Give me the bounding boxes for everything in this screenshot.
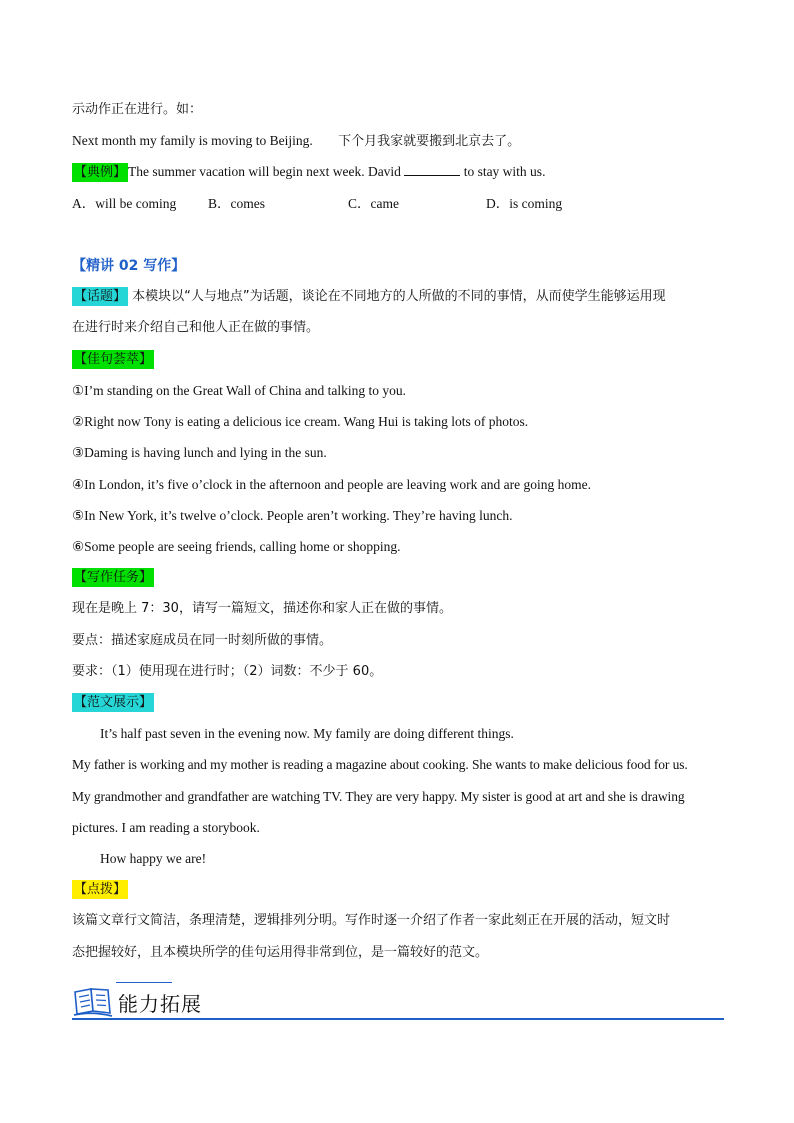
example-sentence bbox=[72, 131, 520, 152]
banner-title: 能力拓展 bbox=[118, 992, 202, 1016]
topic-line-2: 在进行时来介绍自己和他人正在做的事情。 bbox=[72, 320, 320, 335]
sample-paragraph-2a: My father is working and my mother is reading a magazine about cooking. She wants to make delicious food for us. bbox=[72, 757, 688, 772]
sentence-item: ①I’m standing on the Great Wall of China and talking to you. bbox=[72, 383, 406, 398]
answer-options bbox=[72, 194, 562, 214]
sentence-item: ③Daming is having lunch and lying in the sun. bbox=[72, 445, 327, 460]
sample-tag: 【范文展示】 bbox=[74, 695, 153, 710]
task-heading bbox=[72, 568, 154, 588]
book-icon bbox=[72, 984, 114, 1018]
answer-blank bbox=[404, 163, 460, 176]
sentences-tag: 【佳句荟萃】 bbox=[74, 352, 153, 367]
sentence-item: ⑥Some people are seeing friends, calling home or shopping. bbox=[72, 539, 401, 554]
task-line-3: 要求：（1）使用现在进行时；（2）词数：不少于 60。 bbox=[72, 664, 383, 679]
question-text-b: to stay with us. bbox=[463, 164, 546, 179]
banner-bottom-rule bbox=[72, 1018, 724, 1020]
option-d: D．is coming bbox=[486, 196, 563, 211]
example-tag: 【典例】 bbox=[74, 165, 127, 180]
section-banner bbox=[72, 982, 724, 1022]
question-text-a: The summer vacation will begin next week. David bbox=[128, 164, 401, 179]
section-heading: 【精讲 02 写作】 bbox=[72, 258, 186, 274]
topic-line-1 bbox=[72, 287, 666, 307]
sample-paragraph-3: How happy we are! bbox=[100, 851, 207, 866]
task-tag: 【写作任务】 bbox=[74, 570, 153, 585]
topic-tag: 【话题】 bbox=[74, 289, 127, 304]
task-line-2: 要点：描述家庭成员在同一时刻所做的事情。 bbox=[72, 633, 333, 648]
tips-line-2: 态把握较好，且本模块所学的佳句运用得非常到位，是一篇较好的范文。 bbox=[72, 945, 489, 960]
sentence-item: ⑤In New York, it’s twelve o’clock. People aren’t working. They’re having lunch. bbox=[72, 508, 513, 523]
sample-paragraph-1: It’s half past seven in the evening now. My family are doing different things. bbox=[100, 726, 514, 741]
tips-tag: 【点拨】 bbox=[74, 882, 127, 897]
sentence-item: ②Right now Tony is eating a delicious ice cream. Wang Hui is taking lots of photos. bbox=[72, 414, 529, 429]
example-chinese: 下个月我家就要搬到北京去了。 bbox=[338, 134, 521, 149]
tips-line-1: 该篇文章行文简洁，条理清楚，逻辑排列分明。写作时逐一介绍了作者一家此刻正在开展的活动，短文时 bbox=[72, 913, 671, 928]
tips-heading bbox=[72, 880, 128, 900]
topic-text-1: 本模块以“人与地点”为话题，谈论在不同地方的人所做的不同的事情，从而使学生能够运用现 bbox=[128, 289, 666, 304]
example-english: Next month my family is moving to Beijing. bbox=[72, 133, 313, 148]
sentences-heading bbox=[72, 350, 154, 370]
option-b: B．comes bbox=[208, 196, 265, 211]
sample-heading bbox=[72, 693, 154, 713]
sentence-item: ④In London, it’s five o’clock in the afternoon and people are leaving work and are going home. bbox=[72, 477, 591, 492]
sample-paragraph-2b: My grandmother and grandfather are watching TV. They are very happy. My sister is good at art and she is drawing bbox=[72, 789, 685, 804]
option-a: A．will be coming bbox=[72, 196, 177, 211]
example-question bbox=[72, 162, 545, 182]
banner-top-rule bbox=[116, 982, 172, 983]
sample-paragraph-2c: pictures. I am reading a storybook. bbox=[72, 820, 260, 835]
option-c: C．came bbox=[348, 196, 399, 211]
text-line: 示动作正在进行。如： bbox=[72, 102, 203, 117]
task-line-1: 现在是晚上 7：30，请写一篇短文，描述你和家人正在做的事情。 bbox=[72, 601, 452, 616]
